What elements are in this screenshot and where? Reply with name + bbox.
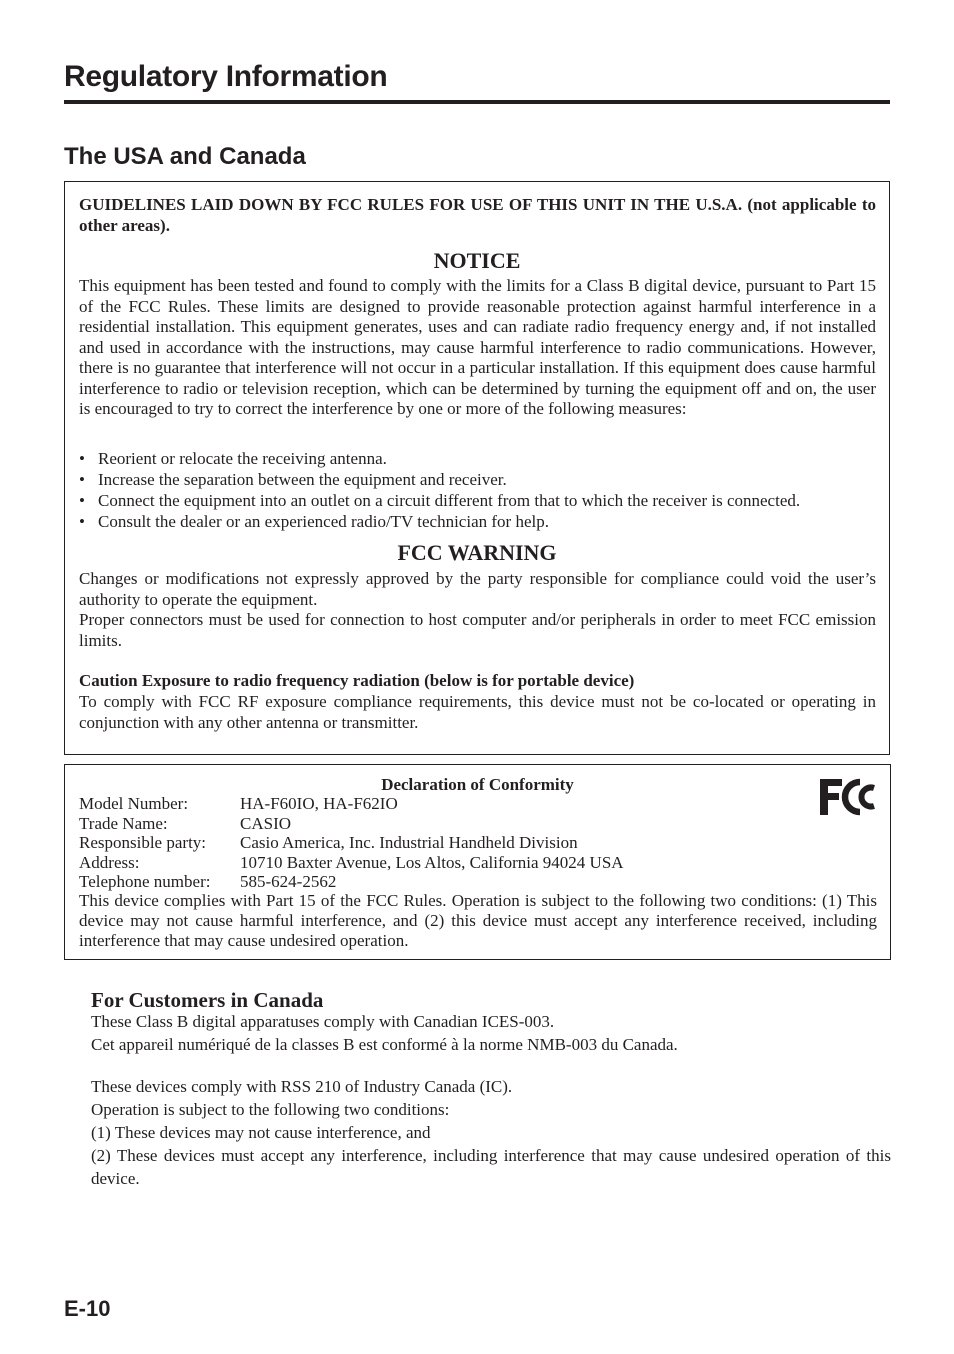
- caution-heading: Caution Exposure to radio frequency radiation (below is for portable device): [79, 671, 635, 690]
- field-value: 10710 Baxter Avenue, Los Altos, California 94024 USA: [240, 852, 624, 872]
- canada-line: These Class B digital apparatuses comply with Canadian ICES-003.: [91, 1012, 555, 1031]
- fcc-guidelines-text: GUIDELINES LAID DOWN BY FCC RULES FOR USE OF THIS UNIT IN THE U.S.A. (not applicable to other areas).: [79, 195, 876, 235]
- declaration-row: [79, 853, 624, 873]
- canada-line: Cet appareil numériqué de la classes B est conformé à la norme NMB-003 du Canada.: [91, 1035, 678, 1054]
- section-heading: The USA and Canada: [64, 143, 306, 170]
- declaration-row: [79, 872, 624, 892]
- field-label: Responsible party:: [79, 833, 207, 852]
- declaration-row: [79, 794, 624, 814]
- canada-line: (1) These devices may not cause interference, and: [91, 1123, 431, 1142]
- field-label: Telephone number:: [79, 872, 211, 891]
- canada-line: (2) These devices must accept any interference, including interference that may cause undesired operation of this device.: [91, 1146, 891, 1188]
- canada-heading: For Customers in Canada: [91, 988, 324, 1012]
- canada-line: These devices comply with RSS 210 of Industry Canada (IC).: [91, 1077, 513, 1096]
- declaration-row: [79, 833, 624, 853]
- fcc-warning-heading: FCC WARNING: [397, 540, 557, 565]
- field-value: Casio America, Inc. Industrial Handheld Division: [240, 833, 578, 852]
- caution-body: To comply with FCC RF exposure compliance requirements, this device must not be co-located or operating in conjunction with any other antenna or transmitter.: [79, 692, 876, 732]
- fcc-notice-box: [64, 181, 890, 755]
- canada-text: [91, 1010, 891, 1190]
- measure-item: • Increase the separation between the equipment and receiver.: [79, 469, 879, 490]
- field-value: CASIO: [240, 813, 292, 833]
- measures-list: [79, 448, 879, 532]
- canada-line: Operation is subject to the following two conditions:: [91, 1100, 450, 1119]
- fcc-logo-icon: [818, 775, 878, 819]
- declaration-box: [64, 764, 891, 960]
- declaration-body: This device complies with Part 15 of the FCC Rules. Operation is subject to the following two conditions: (1) This device may not cause harmful interference, and (2) this device must accept any interference received, including interference that may cause undesired operation.: [79, 891, 877, 950]
- measure-item: • Reorient or relocate the receiving antenna.: [79, 448, 879, 469]
- field-label: Model Number:: [79, 794, 189, 813]
- notice-body: This equipment has been tested and found to comply with the limits for a Class B digital device, pursuant to Part 15 of the FCC Rules. These limits are designed to provide reasonable protection against harmful interference in a residential installation. This equipment generates, uses and can radiate radio frequency energy and, if not installed and used in accordance with the instructions, may cause harmful interference to radio communications. However, there is no guarantee that interference will not occur in a particular installation. If this equipment does cause harmful interference to radio or television reception, which can be determined by turning the equipment off and on, the user is encouraged to try to correct the interference by one or more of the following measures:: [79, 276, 876, 418]
- field-value: HA-F60IO, HA-F62IO: [240, 794, 398, 813]
- fcc-warning-body: Changes or modifications not expressly approved by the party responsible for compliance could void the user’s authority to operate the equipment.: [79, 569, 876, 609]
- field-value: 585-624-2562: [240, 872, 337, 891]
- measure-item: • Connect the equipment into an outlet on a circuit different from that to which the receiver is connected.: [79, 490, 879, 511]
- fcc-warning-connectors: Proper connectors must be used for connection to host computer and/or peripherals in order to meet FCC emission limits.: [79, 610, 876, 650]
- declaration-title: Declaration of Conformity: [381, 775, 574, 794]
- title-rule: [64, 100, 890, 104]
- page-title: Regulatory Information: [64, 60, 388, 93]
- declaration-fields: [79, 794, 624, 892]
- declaration-row: [79, 814, 624, 834]
- field-label: Trade Name:: [79, 813, 168, 833]
- field-label: Address:: [79, 852, 140, 872]
- measure-item: • Consult the dealer or an experienced radio/TV technician for help.: [79, 511, 879, 532]
- notice-heading: NOTICE: [433, 248, 521, 273]
- page-number: E-10: [64, 1296, 111, 1321]
